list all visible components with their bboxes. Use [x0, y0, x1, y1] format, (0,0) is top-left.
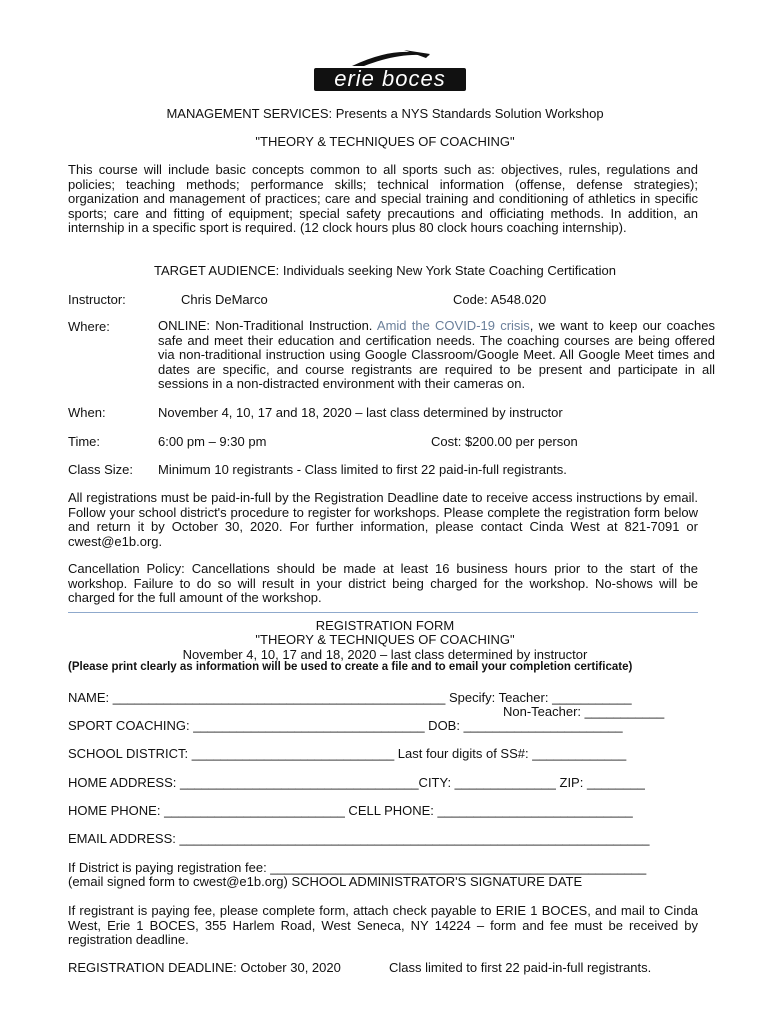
form-title: "THEORY & TECHNIQUES OF COACHING" — [255, 632, 515, 647]
home-address-field[interactable]: HOME ADDRESS: _________________________________CITY: ______________ ZIP: ________ — [68, 775, 645, 790]
target-audience: TARGET AUDIENCE: Individuals seeking New York State Coaching Certification — [154, 263, 616, 278]
cancellation-policy: Cancellation Policy: Cancellations should be made at least 16 business hours prior to the start of the workshop. Failure to do so will result in your district being charged for the workshop. No-shows will be charged for the full amount of the workshop. — [68, 561, 698, 605]
section-divider — [68, 612, 698, 613]
where-lead: ONLINE: Non-Traditional Instruction. — [158, 318, 377, 333]
workshop-title: "THEORY & TECHNIQUES OF COACHING" — [255, 134, 515, 149]
class-size-value: Minimum 10 registrants - Class limited to first 22 paid-in-full registrants. — [158, 462, 567, 477]
class-limit: Class limited to first 22 paid-in-full registrants. — [389, 960, 652, 975]
course-description: This course will include basic concepts common to all sports such as: objectives, rules, regulations and policies; teaching methods; performance skills; technical information (offense, defense strategies); organization and management of practices; care and special training and conditioning of athletics in specific sports; care and fitting of equipment; special safety precautions and officiating methods. In addition, an internship in a specific sport is required. (12 clock hours plus 80 clock hours coaching internship). — [68, 162, 698, 235]
registration-deadline: REGISTRATION DEADLINE: October 30, 2020 — [68, 960, 341, 975]
where-rest: , we want to keep our coaches safe and meet their education and certification needs. The coaching courses are being offered via non-traditional instruction using Google Classroom/Google Meet. All Google Meet times and dates are specific, and course registrants are required to be present and participate in all sessions in a non-distracted environment with their cameras on. — [158, 318, 715, 391]
form-dates: November 4, 10, 17 and 18, 2020 – last class determined by instructor — [182, 647, 588, 662]
email-field[interactable]: EMAIL ADDRESS: _________________________________________________________________ — [68, 831, 650, 846]
registrant-payment: If registrant is paying fee, please complete form, attach check payable to ERIE 1 BOCES, and mail to Cinda West, Erie 1 BOCES, 355 Harlem Road, West Seneca, NY 14224 – form and fee must be received by registration deadline. — [68, 903, 698, 947]
class-size-label: Class Size: — [68, 462, 134, 477]
time-value: 6:00 pm – 9:30 pm — [158, 434, 267, 449]
form-instructions: (Please print clearly as information will be used to create a file and to email your completion certificate) — [68, 661, 633, 673]
cost-value: Cost: $200.00 per person — [431, 434, 578, 449]
sport-coaching-field[interactable]: SPORT COACHING: ________________________________ DOB: ______________________ — [68, 718, 623, 733]
time-label: Time: — [68, 434, 101, 449]
form-heading: REGISTRATION FORM — [315, 618, 455, 633]
phone-field[interactable]: HOME PHONE: _________________________ CELL PHONE: ___________________________ — [68, 803, 633, 818]
district-payment-line[interactable]: If District is paying registration fee: ____________________________________________________ — [68, 860, 647, 875]
where-text — [158, 319, 715, 392]
course-code: Code: A548.020 — [453, 292, 547, 307]
non-teacher-field[interactable]: Non-Teacher: ___________ — [503, 704, 665, 719]
instructor-label: Instructor: — [68, 292, 126, 307]
name-field[interactable]: NAME: ______________________________________________ Specify: Teacher: ___________ — [68, 690, 632, 705]
logo-wordmark: erie boces — [334, 66, 446, 91]
header-line: MANAGEMENT SERVICES: Presents a NYS Standards Solution Workshop — [166, 106, 604, 121]
instructor-name: Chris DeMarco — [181, 292, 268, 307]
district-payment-signature: (email signed form to cwest@e1b.org) SCHOOL ADMINISTRATOR'S SIGNATURE DATE — [68, 874, 583, 889]
school-district-field[interactable]: SCHOOL DISTRICT: ____________________________ Last four digits of SS#: _____________ — [68, 746, 627, 761]
where-label: Where: — [68, 319, 110, 334]
when-label: When: — [68, 405, 106, 420]
when-value: November 4, 10, 17 and 18, 2020 – last class determined by instructor — [158, 405, 563, 420]
registration-note: All registrations must be paid-in-full by the Registration Deadline date to receive access instructions by email. Follow your school district's procedure to register for workshops. Please complete the registration form below and return it by October 30, 2020. For further information, please contact Cinda West at 821-7091 or cwest@e1b.org. — [68, 490, 698, 549]
erie-boces-logo — [312, 44, 468, 94]
covid-note: Amid the COVID-19 crisis — [376, 318, 530, 333]
